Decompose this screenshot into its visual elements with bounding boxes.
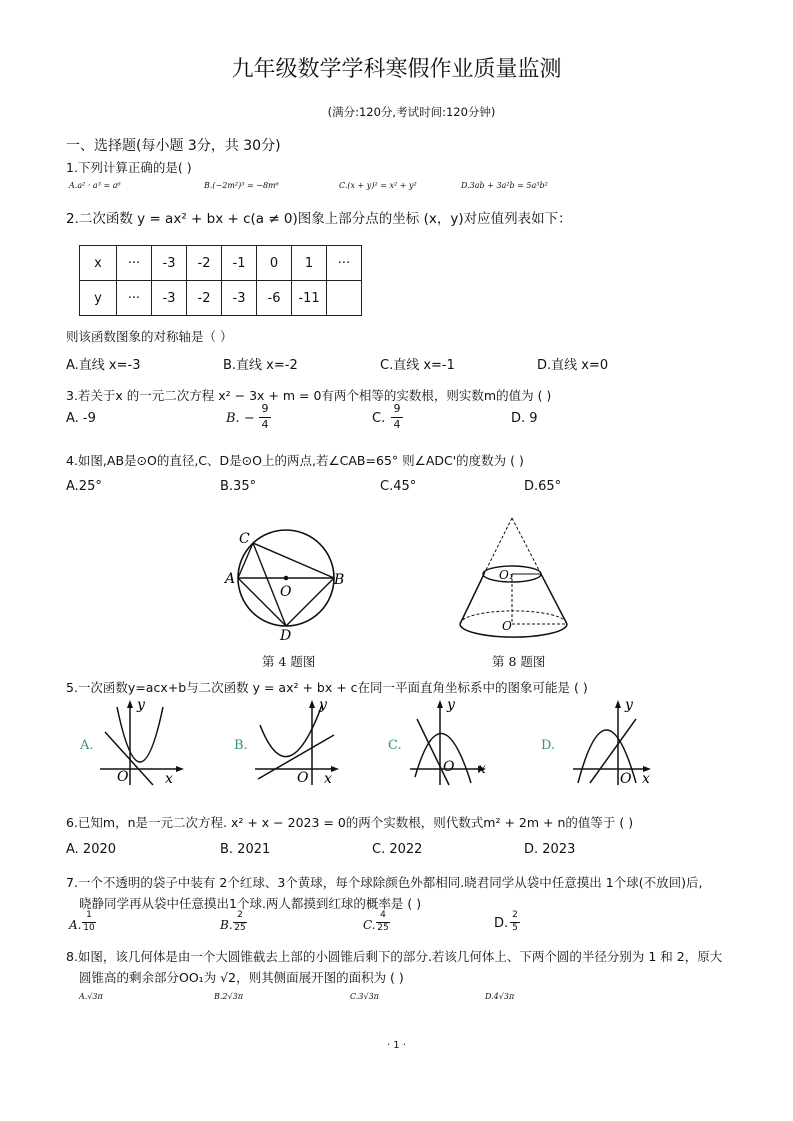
q7-option-d: D. <box>494 916 509 931</box>
q7-stem: 7.一个不透明的袋子中装有 2个红球、3个黄球，每个球除颜色外都相同.晓君同学从袋中任意摸出 1个球(不放回)后, <box>66 875 703 890</box>
q6-option-d: D. 2023 <box>524 842 576 857</box>
q2-option-b: B.直线 x=-2 <box>223 358 298 373</box>
q3-c-numerator: 9 <box>393 402 401 415</box>
axis-y: y <box>319 697 327 713</box>
table-cell: ··· <box>117 281 152 316</box>
q6-option-a: A. 2020 <box>66 842 117 857</box>
q1-option-d: D.3ab + 3a²b = 5a³b² <box>461 181 548 190</box>
section-heading: 一、选择题(每小题 3分，共 30分) <box>66 138 281 154</box>
table-cell: -2 <box>187 246 222 281</box>
q3-stem: 3.若关于x 的一元二次方程 x² − 3x + m = 0有两个相等的实数根，则实数m的值为 ( ) <box>66 388 552 403</box>
figure-4-caption: 第 4 题图 <box>262 654 316 669</box>
figure-8-caption: 第 8 题图 <box>492 654 546 669</box>
table-cell: ··· <box>117 246 152 281</box>
q3-option-c: C. <box>372 411 386 426</box>
q1-option-b: B.(−2m²)³ = −8m⁶ <box>204 181 279 190</box>
q7-a-denominator: 10 <box>83 923 95 933</box>
origin: O <box>620 771 632 787</box>
page-number: · 1 · <box>386 1040 407 1051</box>
q2-option-d: D.直线 x=0 <box>537 358 609 373</box>
q7-stem-cont: 晓静同学再从袋中任意摸出1个球.两人都摸到红球的概率是 ( ) <box>79 896 422 911</box>
q4-option-c: C.45° <box>380 479 417 494</box>
q1-option-c: C.(x + y)² = x² + y² <box>339 181 417 190</box>
label-a: A <box>225 571 236 587</box>
axis-x: x <box>324 771 332 787</box>
q8-option-d: D.4√3π <box>485 992 515 1001</box>
q3-option-b: B. − <box>226 411 255 426</box>
label-d: D <box>280 628 292 643</box>
q3-b-denominator: 4 <box>261 418 269 431</box>
q2-option-a: A.直线 x=-3 <box>66 358 141 373</box>
label-o: O <box>280 584 292 600</box>
q8-option-b: B.2√3π <box>214 992 243 1001</box>
q7-b-numerator: 2 <box>237 910 243 920</box>
label-o: O <box>502 619 512 633</box>
table-cell: 0 <box>257 246 292 281</box>
q3-b-numerator: 9 <box>261 402 269 415</box>
q2-stem: 2.二次函数 y = ax² + bx + c(a ≠ 0)图象上部分点的坐标 (x，y)对应值列表如下： <box>66 211 572 227</box>
q1-option-a: A.a² · a³ = a⁶ <box>69 181 121 190</box>
q3-option-d: D. 9 <box>511 411 538 426</box>
q8-option-c: C.3√3π <box>350 992 379 1001</box>
axis-x: x <box>165 771 173 787</box>
q8-stem: 8.如图，该几何体是由一个大圆锥截去上部的小圆锥后剩下的部分.若该几何体上、下两个圆的半径分别为 1 和 2，原大 <box>66 949 723 964</box>
table-cell: -3 <box>152 246 187 281</box>
q7-option-c: C. <box>363 918 376 932</box>
axis-y: y <box>137 697 145 713</box>
q5-option-a: A. <box>80 738 94 753</box>
q6-option-c: C. 2022 <box>372 842 423 857</box>
graph-option-c <box>405 697 500 787</box>
value-table <box>79 245 362 316</box>
origin: O <box>117 769 129 785</box>
exam-info: (满分:120分,考试时间:120分钟) <box>327 105 496 119</box>
q5-stem: 5.一次函数y=acx+b与二次函数 y = ax² + bx + c在同一平面直角坐标系中的图象可能是 ( ) <box>66 680 588 695</box>
q2-ask: 则该函数图象的对称轴是（ ） <box>66 329 233 344</box>
q2-option-c: C.直线 x=-1 <box>380 358 455 373</box>
q4-option-b: B.35° <box>220 479 257 494</box>
table-cell: -3 <box>152 281 187 316</box>
circle-figure <box>222 528 352 643</box>
q6-option-b: B. 2021 <box>220 842 271 857</box>
table-row-y <box>80 281 362 316</box>
table-cell: 1 <box>292 246 327 281</box>
axis-x: x <box>478 761 486 777</box>
axis-y: y <box>447 697 455 713</box>
q4-option-d: D.65° <box>524 479 562 494</box>
label-b: B <box>334 572 345 588</box>
q1-stem: 1.下列计算正确的是( ) <box>66 160 192 175</box>
axis-x: x <box>642 771 650 787</box>
table-cell <box>327 281 362 316</box>
q7-c-denominator: 25 <box>377 923 389 933</box>
q4-option-a: A.25° <box>66 479 102 494</box>
table-cell: -2 <box>187 281 222 316</box>
q3-c-denominator: 4 <box>393 418 401 431</box>
table-cell: -11 <box>292 281 327 316</box>
cone-figure <box>452 514 576 644</box>
table-cell: x <box>80 246 117 281</box>
q3-option-a: A. -9 <box>66 411 96 426</box>
label-c: C <box>239 531 250 547</box>
table-cell: y <box>80 281 117 316</box>
q8-stem-cont: 圆锥高的剩余部分OO₁为 √2，则其侧面展开图的面积为 ( ) <box>79 970 404 985</box>
q8-option-a: A.√3π <box>79 992 103 1001</box>
graph-option-a <box>95 697 190 787</box>
table-cell: -6 <box>257 281 292 316</box>
axis-y: y <box>625 697 633 713</box>
q7-d-denominator: 5 <box>512 923 518 933</box>
q5-option-b: B. <box>234 738 248 753</box>
table-cell: ··· <box>327 246 362 281</box>
label-o1: O₁ <box>499 568 514 582</box>
q4-stem: 4.如图,AB是⊙O的直径,C、D是⊙O上的两点,若∠CAB=65° 则∠ADC'的度数为 ( ) <box>66 453 524 468</box>
q5-option-d: D. <box>541 738 556 753</box>
q7-a-numerator: 1 <box>86 910 92 920</box>
q7-b-denominator: 25 <box>234 923 246 933</box>
q6-stem: 6.已知m，n是一元二次方程. x² + x − 2023 = 0的两个实数根，则代数式m² + 2m + n的值等于 ( ) <box>66 815 634 830</box>
origin: O <box>443 759 455 775</box>
origin: O <box>297 770 309 786</box>
page-title: 九年级数学学科寒假作业质量监测 <box>231 57 562 82</box>
table-row-x <box>80 246 362 281</box>
q7-c-numerator: 4 <box>380 910 386 920</box>
table-cell: -3 <box>222 281 257 316</box>
graph-option-b <box>250 697 345 787</box>
table-cell: -1 <box>222 246 257 281</box>
q7-option-a: A. <box>69 918 82 932</box>
q7-option-b: B. <box>220 918 233 932</box>
q5-option-c: C. <box>388 738 402 753</box>
q7-d-numerator: 2 <box>512 910 518 920</box>
graph-option-d <box>570 697 665 787</box>
